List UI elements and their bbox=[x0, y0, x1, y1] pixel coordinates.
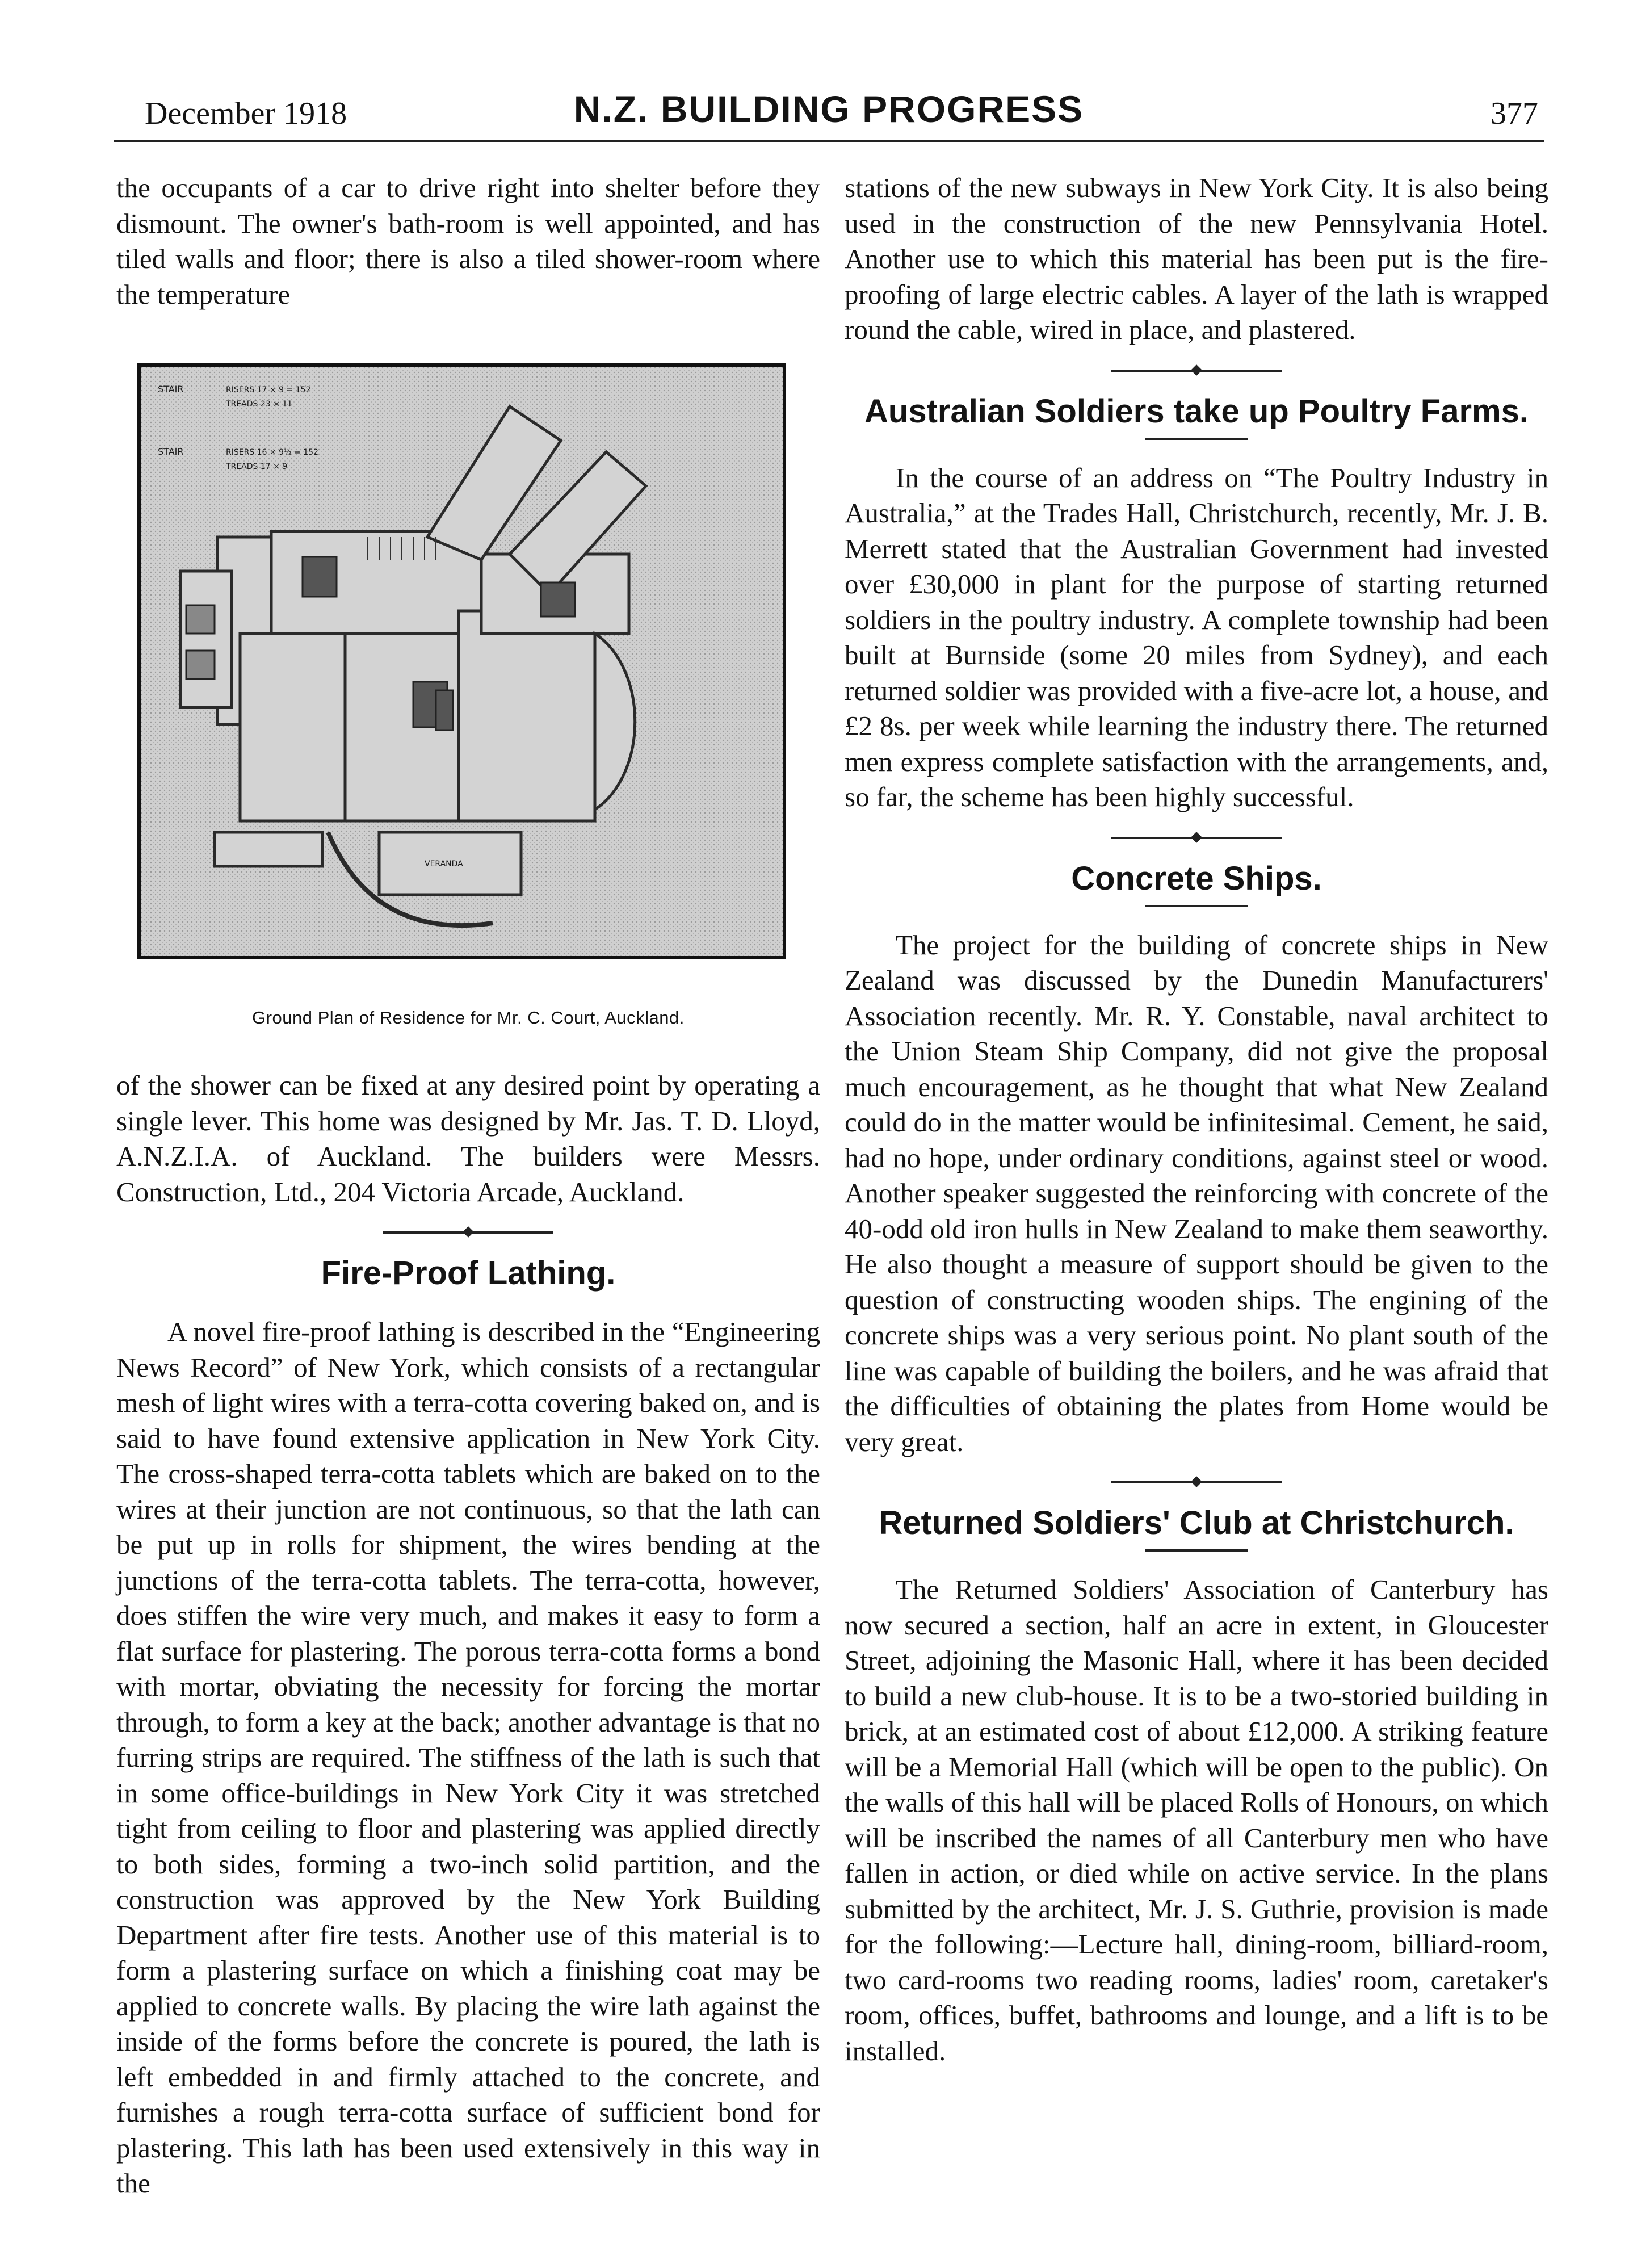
right-column bbox=[845, 170, 1548, 2069]
heading-underline bbox=[1145, 1549, 1248, 1552]
plan-label-stair-2-treads: TREADS 17 × 9 bbox=[226, 462, 288, 471]
floor-plan-image bbox=[137, 363, 786, 959]
plan-label-veranda: VERANDA bbox=[425, 860, 463, 869]
page-number: 377 bbox=[1491, 96, 1538, 131]
section-divider bbox=[383, 1227, 553, 1238]
lathing-paragraph: A novel fire-proof lathing is described in the “Engineering News Record” of New York, which consists of a rectangular mesh of light wires with a terra-cotta covering baked on, and is said to have found extensive application in New York City. The cross-shaped terra-cotta tablets which are baked on to the wires at their junction are not continuous, so that the lath can be put up in rolls for shipment, the wires bending at the junctions of the terra-cotta tablets. The terra-cotta, however, does stiffen the wire very much, and makes it easy to form a flat surface for plastering. The porous terra-cotta forms a bond with mortar, obviating the necessity for forcing the mortar through, to form a key at the back; another advantage is that no furring strips are required. The stiffness of the lath is such that in some office-buildings in New York City it was stretched tight from ceiling to floor and plastering was applied directly to both sides, forming a two-inch solid partition, and the construction was approved by the New York Building Department after fire tests. Another use of this material is to form a plastering surface on which a finishing coat may be applied to concrete walls. By placing the wire lath against the inside of the forms before the concrete is poured, the lath is left embedded in and firmly attached to the concrete, and furnishes a rough terra-cotta surface of sufficient bond for plastering. This lath has been used extensively in this way in the bbox=[116, 1316, 820, 2199]
intro-paragraph: the occupants of a car to drive right into shelter before they dismount. The owner's bath-room is well appointed, and has tiled walls and floor; there is also a tiled shower-room where the temperature bbox=[116, 172, 820, 310]
heading-underline bbox=[1145, 438, 1248, 440]
shower-paragraph: of the shower can be fixed at any desired point by operating a single lever. This home was designed by Mr. Jas. T. D. Lloyd, A.N.Z.I.A. of Auckland. The builders were Messrs. Construction, Ltd., 204 Victoria Arcade, Auckland. bbox=[116, 1070, 820, 1208]
section-divider bbox=[1111, 365, 1282, 376]
plan-label-stair-2: STAIR bbox=[158, 446, 184, 457]
heading-fire-proof-lathing: Fire-Proof Lathing. bbox=[321, 1255, 616, 1292]
section-divider bbox=[1111, 1477, 1282, 1488]
club-paragraph: The Returned Soldiers' Association of Canterbury has now secured a section, half an acre in extent, in Gloucester Street, adjoining the Masonic Hall, where it has been decided to build a new club-house. It is to be a two-storied building in brick, at an estimated cost of about £12,000. A striking feature will be a Memorial Hall (which will be open to the public). On the walls of this hall will be placed Rolls of Honours, on which will be inscribed the names of all Canterbury men who have fallen in action, or died while on active service. In the plans submitted by the architect, Mr. J. S. Guthrie, provision is made for the following:—Lecture hall, dining-room, billiard-room, two card-rooms two reading rooms, ladies' room, caretaker's room, offices, buffet, bathrooms and lounge, and a lift is to be installed. bbox=[845, 1574, 1548, 2066]
poultry-paragraph: In the course of an address on “The Poultry Industry in Australia,” at the Trades Hall, Christchurch, recently, Mr. J. B. Merrett stated that the Australian Government had invested over £30,000 in plant for the purpose of starting returned soldiers in the poultry industry. A complete township had been built at Burnside (some 20 miles from Sydney), and each returned soldier was provided with a five-acre lot, a house, and £2 8s. per week while learning the industry there. The returned men express complete satisfaction with the arrangements, and, so far, the scheme has been highly successful. bbox=[845, 462, 1548, 812]
heading-returned-soldiers-club: Returned Soldiers' Club at Christchurch. bbox=[879, 1504, 1514, 1541]
page-header bbox=[114, 85, 1544, 142]
heading-underline bbox=[1145, 905, 1248, 907]
plan-label-stair-1-risers: RISERS 17 × 9 = 152 bbox=[226, 385, 311, 395]
publication-title: N.Z. BUILDING PROGRESS bbox=[573, 88, 1084, 130]
floor-plan-figure bbox=[116, 363, 832, 959]
lathing-continued-paragraph: stations of the new subways in New York City. It is also being used in the construction of the new Pennsylvania Hotel. Another use to which this material has been put is the fire-proofing of large electric cables. A layer of the lath is wrapped round the cable, wired in place, and plastered. bbox=[845, 172, 1548, 345]
section-divider bbox=[1111, 832, 1282, 844]
issue-date: December 1918 bbox=[145, 96, 347, 131]
plan-label-stair-2-risers: RISERS 16 × 9½ = 152 bbox=[226, 448, 318, 457]
plan-label-stair-1: STAIR bbox=[158, 384, 184, 395]
plan-label-stair-1-treads: TREADS 23 × 11 bbox=[226, 400, 293, 409]
figure-caption: Ground Plan of Residence for Mr. C. Court, Auckland. bbox=[252, 1008, 685, 1028]
ships-paragraph: The project for the building of concrete ships in New Zealand was discussed by the Dunedin Manufacturers' Association recently. Mr. R. Y. Constable, naval architect to the Union Steam Ship Company, did not give the proposal much encouragement, as he thought that what New Zealand could do in the matter would be infinitesimal. Cement, he said, had no hope, under ordinary conditions, against steel or wood. Another speaker suggested the reinforcing with concrete of the 40-odd old iron hulls in New Zealand to make them seaworthy. He also thought a measure of support should be given to the question of constructing wooden ships. The engining of the concrete ships was a very serious point. No plant south of the line was capable of building the boilers, and he was afraid that the difficulties of obtaining the plates from Home would be very great. bbox=[845, 929, 1548, 1457]
left-column bbox=[116, 170, 820, 2202]
heading-concrete-ships: Concrete Ships. bbox=[1071, 860, 1322, 897]
heading-poultry-farms: Australian Soldiers take up Poultry Farms. bbox=[864, 392, 1529, 430]
